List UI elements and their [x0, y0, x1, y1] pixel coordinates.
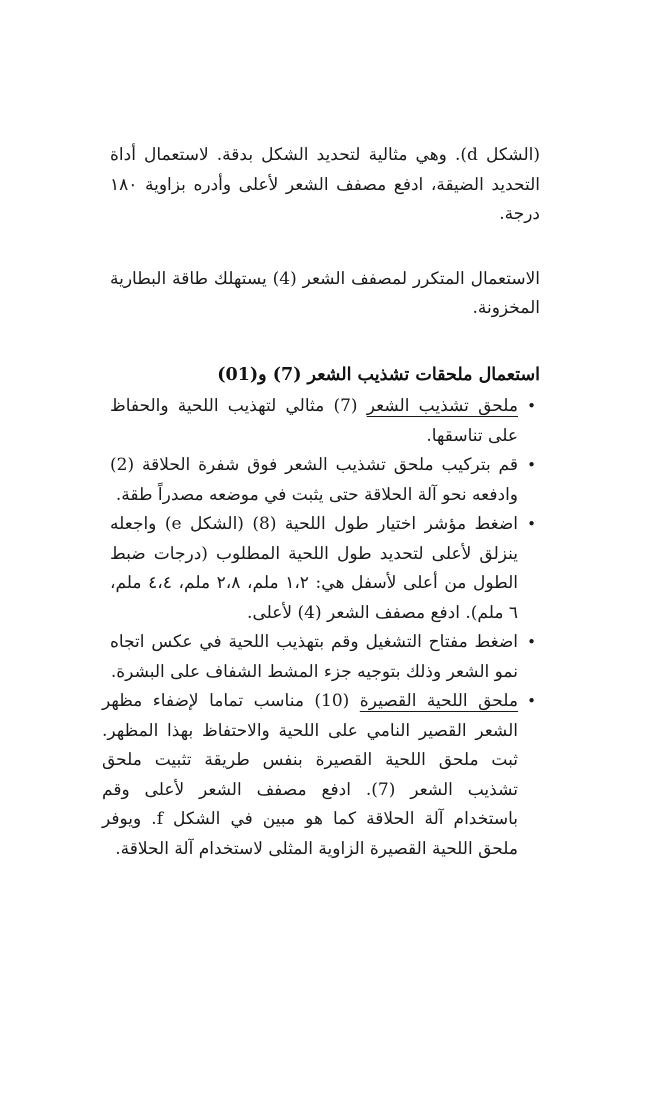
bullet-icon: • [527, 456, 536, 474]
bullet-icon: • [527, 397, 536, 415]
list-item-short-beard [102, 687, 540, 864]
intro-paragraph: (الشكل d). وهي مثالية لتحديد الشكل بدقة. لاستعمال أداة التحديد الضيقة، ادفع مصفف الشعر لأعلى وأدره بزاوية ١٨٠ درجة. [110, 145, 540, 224]
list-item-power [110, 628, 540, 687]
bullet-icon: • [527, 633, 536, 651]
underlined-term: ملحق اللحية القصيرة [359, 691, 518, 711]
list-item-text: (10) مناسب تماما لإضفاء مظهر الشعر القصير النامي على اللحية والاحتفاظ بهذا المظهر. ثبت ملحق اللحية القصيرة بنفس طريقة تثبيت ملحق تشذيب الشعر (7). ادفع مصفف الشعر لأعلى وقم باستخدام آلة الحلاقة كما هو مبين في الشكل f. ويوفر ملحق اللحية القصيرة الزاوية المثلى لاستخدام آلة الحلاقة. [102, 691, 518, 859]
battery-note-paragraph: الاستعمال المتكرر لمصفف الشعر (4) يستهلك طاقة البطارية المخزونة. [110, 268, 540, 318]
section-heading: استعمال ملحقات تشذيب الشعر (7) و(01) [217, 364, 540, 385]
bullet-icon: • [527, 515, 536, 533]
list-item-text: اضغط مفتاح التشغيل وقم بتهذيب اللحية في عكس اتجاه نمو الشعر وذلك بتوجيه جزء المشط الشفاف على البشرة. [110, 632, 518, 682]
underlined-term: ملحق تشذيب الشعر [366, 396, 518, 416]
list-item-trimmer [110, 392, 540, 451]
bullet-icon: • [527, 692, 536, 710]
list-item-text: اضغط مؤشر اختيار طول اللحية (8) (الشكل e) واجعله ينزلق لأعلى لتحديد طول اللحية المطلوب (درجات ضبط الطول من أعلى لأسفل هي: ١،٢ ملم، ٢،٨ ملم، ٤،٤ ملم، ٦ ملم). ادفع مصفف الشعر (4) لأعلى. [110, 514, 519, 623]
list-item-length [110, 510, 540, 628]
list-item-text: قم بتركيب ملحق تشذيب الشعر فوق شفرة الحلاقة (2) وادفعه نحو آلة الحلاقة حتى يثبت في موضعه مصدراً طقة. [110, 455, 518, 505]
list-item-text: (7) مثالي لتهذيب اللحية والحفاظ على تناسقها. [110, 396, 518, 446]
instructions-list [102, 392, 540, 864]
list-item-attach [110, 451, 540, 510]
